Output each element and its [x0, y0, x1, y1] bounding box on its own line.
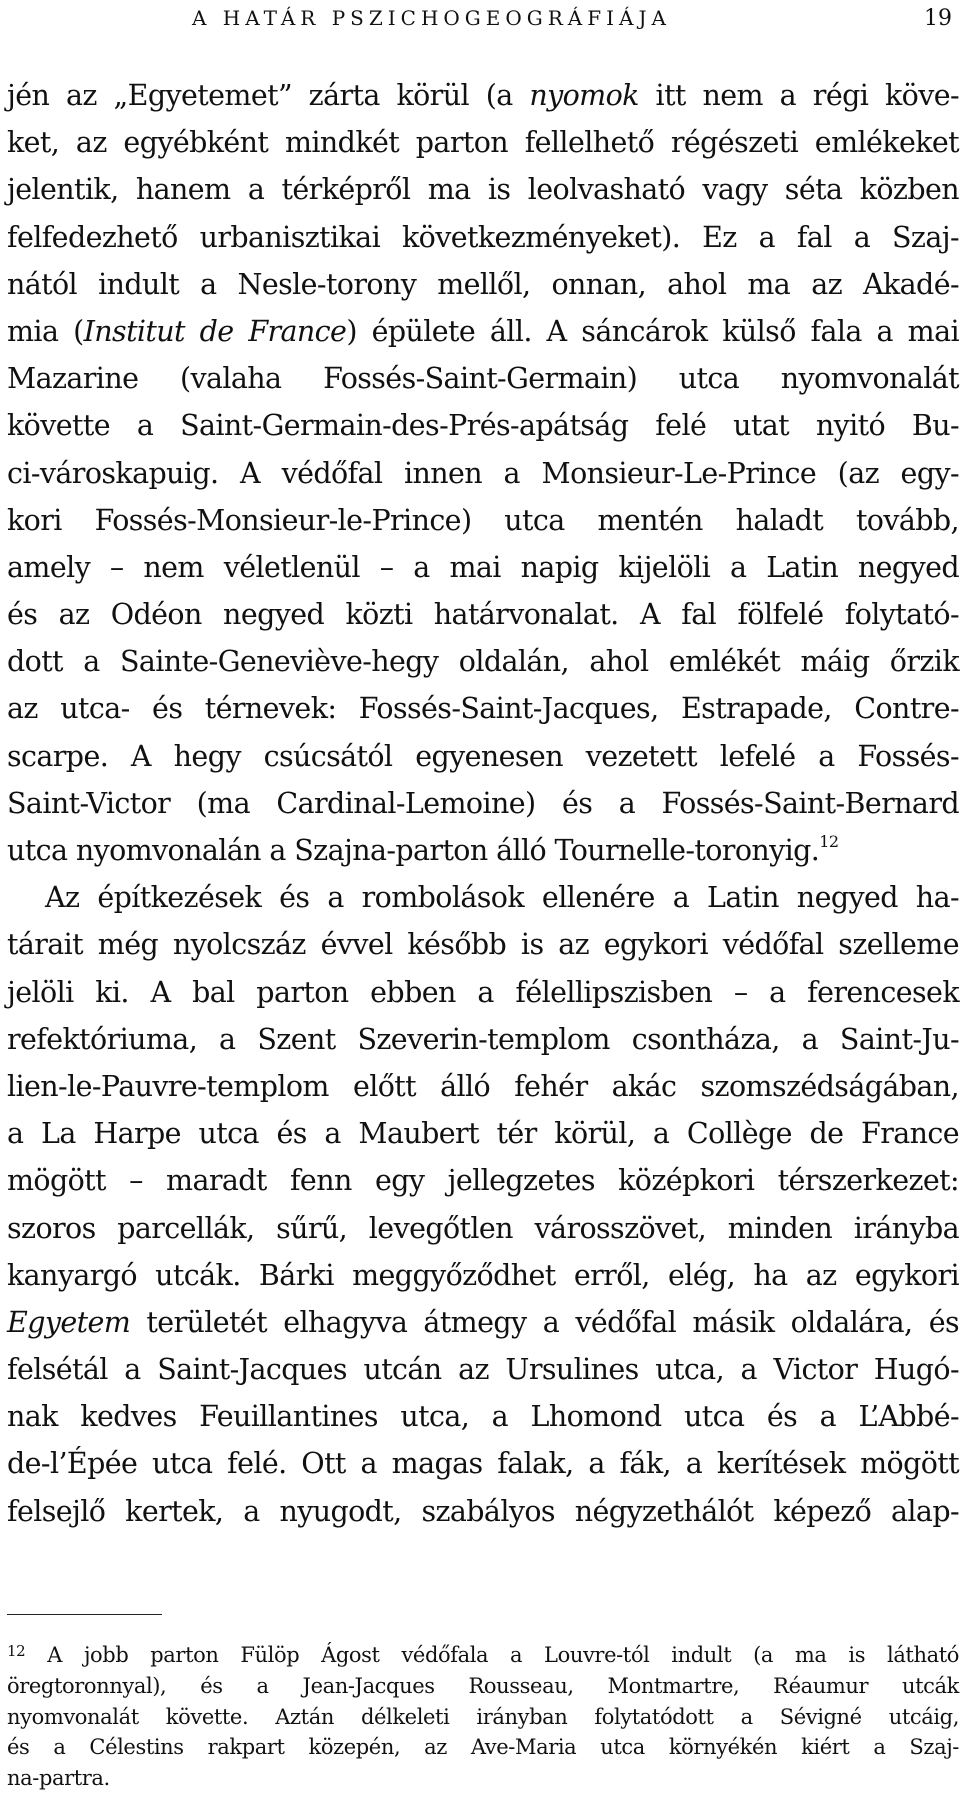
footnote-divider — [7, 1614, 162, 1615]
page-number: 19 — [924, 6, 952, 31]
text-line: lien-le-Pauvre-templom előtt álló fehér akác szomszédságában, — [7, 1069, 959, 1103]
text-line: ci-városkapuig. A védőfal innen a Monsieur-Le-Prince (az egy- — [7, 456, 959, 490]
text-line: refektóriuma, a Szent Szeverin-templom csontháza, a Saint-Ju- — [7, 1022, 959, 1056]
footnote-reference[interactable]: 12 — [819, 832, 839, 851]
italic-term: Egyetem — [7, 1305, 131, 1339]
footnote-line: és a Célestins rakpart közepén, az Ave-Maria utca környékén kiért a Szaj- — [7, 1735, 959, 1760]
text-line: felsejlő kertek, a nyugodt, szabályos négyzethálót képező alap- — [7, 1494, 959, 1528]
text-line: jelentik, hanem a térképről ma is leolvasható vagy séta közben — [7, 173, 959, 207]
text-line: és az Odéon negyed közti határvonalat. A fal fölfelé folytató- — [7, 598, 959, 632]
footnote-block — [7, 1640, 959, 1794]
text-line: követte a Saint-Germain-des-Prés-apátság felé utat nyitó Bu- — [7, 409, 959, 443]
text-line — [7, 1299, 959, 1346]
text-line — [7, 308, 959, 355]
running-title: A HATÁR PSZICHOGEOGRÁFIÁJA — [192, 6, 671, 30]
body-text — [7, 72, 959, 1535]
text-segment: területét elhagyva átmegy a védőfal másik oldalára, és — [130, 1305, 959, 1339]
text-line: felsétál a Saint-Jacques utcán az Ursulines utca, a Victor Hugó- — [7, 1353, 959, 1387]
paragraph-first-line: Az építkezések és a rombolások ellenére a Latin negyed ha- — [45, 881, 959, 915]
text-line: az utca- és térnevek: Fossés-Saint-Jacques, Estrapade, Contre- — [7, 692, 959, 726]
text-line: nak kedves Feuillantines utca, a Lhomond utca és a L’Abbé- — [7, 1400, 959, 1434]
italic-term: Institut de France — [83, 314, 347, 348]
running-head — [10, 4, 952, 40]
text-line: amely – nem véletlenül – a mai napig kijelöli a Latin negyed — [7, 550, 959, 584]
italic-term: nyomok — [529, 79, 639, 112]
footnote-line — [7, 1640, 959, 1671]
text-line — [7, 72, 959, 119]
text-line: kori Fossés-Monsieur-le-Prince) utca mentén haladt tovább, — [7, 503, 959, 537]
text-line: dott a Sainte-Geneviève-hegy oldalán, ahol emlékét máig őrzik — [7, 645, 959, 679]
text-line: ket, az egyébként mindkét parton fellelhető régészeti emlékeket — [7, 126, 959, 160]
text-line: kanyargó utcák. Bárki meggyőződhet erről, elég, ha az egykori — [7, 1258, 959, 1292]
footnote-line: nyomvonalát követte. Aztán délkeleti irányban folytatódott a Sévigné utcáig, — [7, 1704, 959, 1729]
text-segment: utca nyomvonalán a Szajna-parton álló Tournelle-toronyig. — [7, 834, 820, 867]
text-line — [7, 827, 959, 874]
text-line: mögött – maradt fenn egy jellegzetes középkori térszerkezet: — [7, 1164, 959, 1198]
text-line: jelöli ki. A bal parton ebben a félellipszisben – a ferencesek — [7, 975, 959, 1009]
text-segment: ) épülete áll. A sáncárok külső fala a mai — [346, 314, 960, 348]
text-line: a La Harpe utca és a Maubert tér körül, a Collège de France — [7, 1117, 959, 1151]
text-segment: mia ( — [7, 314, 84, 348]
text-line: nától indult a Nesle-torony mellől, onnan, ahol ma az Akadé- — [7, 267, 959, 301]
text-segment: A jobb parton Fülöp Ágost védőfala a Louvre-tól indult (a ma is látható — [47, 1643, 959, 1667]
text-line: Saint-Victor (ma Cardinal-Lemoine) és a Fossés-Saint-Bernard — [7, 786, 959, 820]
text-segment: itt nem a régi köve- — [638, 79, 959, 112]
footnote-line: öregtoronnyal), és a Jean-Jacques Rousseau, Montmartre, Réaumur utcák — [7, 1673, 959, 1698]
text-line: tárait még nyolcszáz évvel később is az egykori védőfal szelleme — [7, 928, 959, 962]
footnote-line: na-partra. — [7, 1766, 110, 1791]
text-line: Mazarine (valaha Fossés-Saint-Germain) utca nyomvonalát — [7, 362, 959, 396]
footnote-number: 12 — [7, 1642, 26, 1660]
text-line: felfedezhető urbanisztikai következményeket). Ez a fal a Szaj- — [7, 220, 959, 254]
text-line: scarpe. A hegy csúcsától egyenesen vezetett lefelé a Fossés- — [7, 739, 959, 773]
text-segment: jén az „Egyetemet” zárta körül (a — [7, 79, 530, 112]
text-line: szoros parcellák, sűrű, levegőtlen városszövet, minden irányba — [7, 1211, 959, 1245]
text-line: de-l’Épée utca felé. Ott a magas falak, a fák, a kerítések mögött — [7, 1447, 959, 1481]
